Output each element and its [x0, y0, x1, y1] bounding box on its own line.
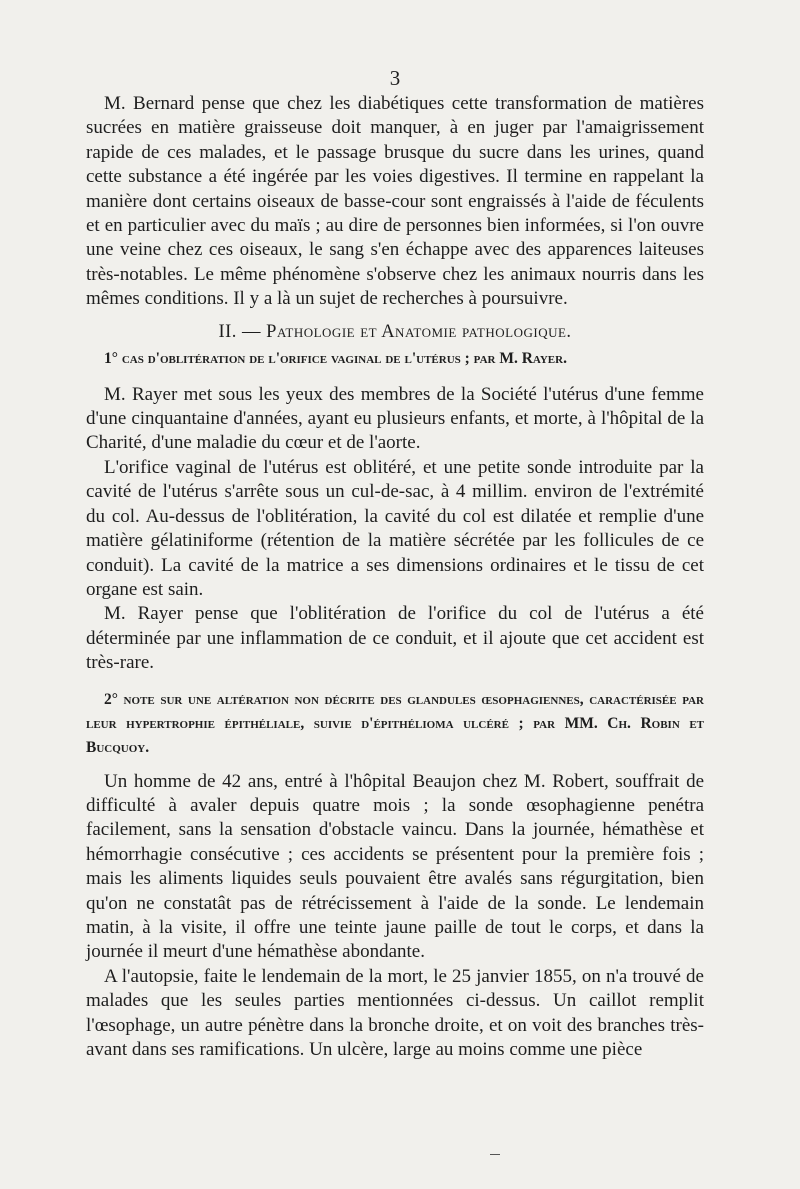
note1-paragraph-3: M. Rayer pense que l'oblitération de l'orifice du col de l'utérus a été déterminée par une inflammation de ce conduit, et il ajoute que cet accident est très-rare. [86, 603, 704, 674]
page-number: 3 [389, 66, 401, 90]
note1-paragraph-2: L'orifice vaginal de l'utérus est oblitéré, et une petite sonde introduite par la cavité de l'utérus s'arrête sous un cul-de-sac, à 4 millim. environ de l'extrémité du col. Au-dessus de l'oblitération, la cavité du col est dilatée et remplie d'une matière gélatiniforme (rétention de la matière sécrétée par les follicules de ce conduit). La cavité de la matrice a ses dimensions ordinaires et le tissu de cet organe est sain. [86, 456, 704, 600]
note1-paragraph-1: M. Rayer met sous les yeux des membres de la Société l'utérus d'une femme d'une cinquantaine d'années, ayant eu plusieurs enfants, et morte, à l'hôpital de la Charité, d'une maladie du cœur et de l'aorte. [86, 383, 704, 454]
note2-paragraph-2: A l'autopsie, faite le lendemain de la mort, le 25 janvier 1855, on n'a trouvé de malades que les seules parties mentionnées ci-dessus. Un caillot remplit l'œsophage, un autre pénètre dans la bronche droite, et on voit des branches très-avant dans ses ramifications. Un ulcère, large au moins comme une pièce [86, 965, 704, 1060]
note2-title: 2° note sur une altération non décrite des glandules œsophagiennes, caractérisée par leur hypertrophie épithéliale, suivie d'épithélioma ulcéré ; par MM. Ch. Robin et Bucquoy. [86, 690, 704, 756]
section-title: II. — Pathologie et Anatomie pathologique. [218, 321, 572, 342]
note2-paragraph-1: Un homme de 42 ans, entré à l'hôpital Beaujon chez M. Robert, souffrait de difficulté à avaler depuis quatre mois ; la sonde œsophagienne penétra facilement, sans la sensation d'obstacle vaincu. Dans la journée, hémathèse et hémorrhagie consécutive ; ces accidents se présentent pour la première fois ; mais les aliments liquides seuls pouvaient être avalés sans régurgitation, bien qu'on ne constatât pas de rétrécissement à l'aide de la sonde. Le lendemain matin, à la visite, il offre une teinte jaune paille de tout le corps, et dans la journée il meurt d'une hémathèse abondante. [86, 770, 704, 963]
bottom-mark [490, 1154, 500, 1155]
note1-title: 1° cas d'oblitération de l'orifice vaginal de l'utérus ; par M. Rayer. [104, 349, 567, 367]
intro-paragraph: M. Bernard pense que chez les diabétiques cette transformation de matières sucrées en matière graisseuse doit manquer, à en juger par l'amaigrissement rapide de ces malades, et le passage brusque du sucre dans les urines, quand cette substance a été ingérée par les voies digestives. Il termine en rappelant la manière dont certains oiseaux de basse-cour sont engraissés à l'aide de féculents et en particulier avec du maïs ; au dire de personnes bien informées, si l'on ouvre une veine chez ces oiseaux, le sang s'en échappe avec des apparences laiteuses très-notables. Le même phénomène s'observe chez les animaux nourris dans les mêmes conditions. Il y a là un sujet de recherches à poursuivre. [86, 93, 704, 310]
